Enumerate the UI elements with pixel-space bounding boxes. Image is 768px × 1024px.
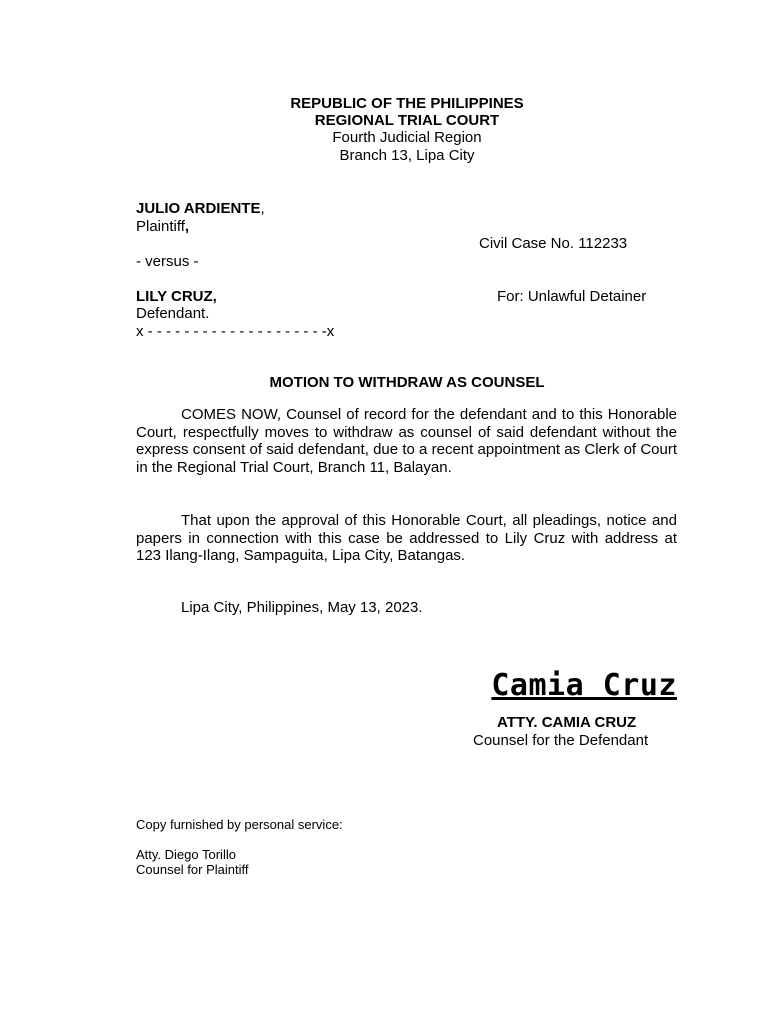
defendant-name: LILY CRUZ, [136, 288, 217, 305]
signatory-name: ATTY. CAMIA CRUZ [497, 714, 637, 731]
signatory-role: Counsel for the Defendant [473, 732, 649, 749]
case-number: Civil Case No. 112233 [479, 235, 628, 252]
case-nature: For: Unlawful Detainer [497, 288, 647, 305]
copy-recipient-name: Atty. Diego Torillo [136, 847, 236, 862]
court-header-republic: REPUBLIC OF THE PHILIPPINES [290, 95, 524, 112]
body-paragraph-2: That upon the approval of this Honorable Court, all pleadings, notice and papers in connection with this case be addressed to Lily Cruz with address at 123 Ilang-Ilang, Sampaguita, Lipa City, Batangas. [136, 512, 677, 565]
caption-separator: x - - - - - - - - - - - - - - - - - - - -x [136, 323, 335, 340]
copy-recipient-role: Counsel for Plaintiff [136, 862, 249, 877]
plaintiff-role: Plaintiff [136, 218, 185, 235]
plaintiff-line [136, 200, 265, 217]
signature: Camia Cruz [491, 668, 677, 703]
plaintiff-role-line [136, 218, 189, 235]
copy-furnished-label: Copy furnished by personal service: [136, 817, 343, 832]
plaintiff-role-comma: , [184, 218, 190, 235]
place-and-date: Lipa City, Philippines, May 13, 2023. [181, 599, 423, 616]
body-paragraph-1: COMES NOW, Counsel of record for the defendant and to this Honorable Court, respectfully moves to withdraw as counsel of said defendant without the express consent of said defendant, due to a recent appointment as Clerk of Court in the Regional Trial Court, Branch 11, Balayan. [136, 406, 677, 476]
plaintiff-name: JULIO ARDIENTE [136, 200, 261, 217]
court-header-region: Fourth Judicial Region [332, 129, 482, 146]
defendant-role: Defendant. [136, 305, 210, 322]
motion-title: MOTION TO WITHDRAW AS COUNSEL [269, 374, 545, 391]
court-header-branch: Branch 13, Lipa City [339, 147, 475, 164]
court-header-court: REGIONAL TRIAL COURT [314, 112, 500, 129]
plaintiff-name-comma: , [260, 200, 265, 217]
versus: - versus - [136, 253, 199, 270]
